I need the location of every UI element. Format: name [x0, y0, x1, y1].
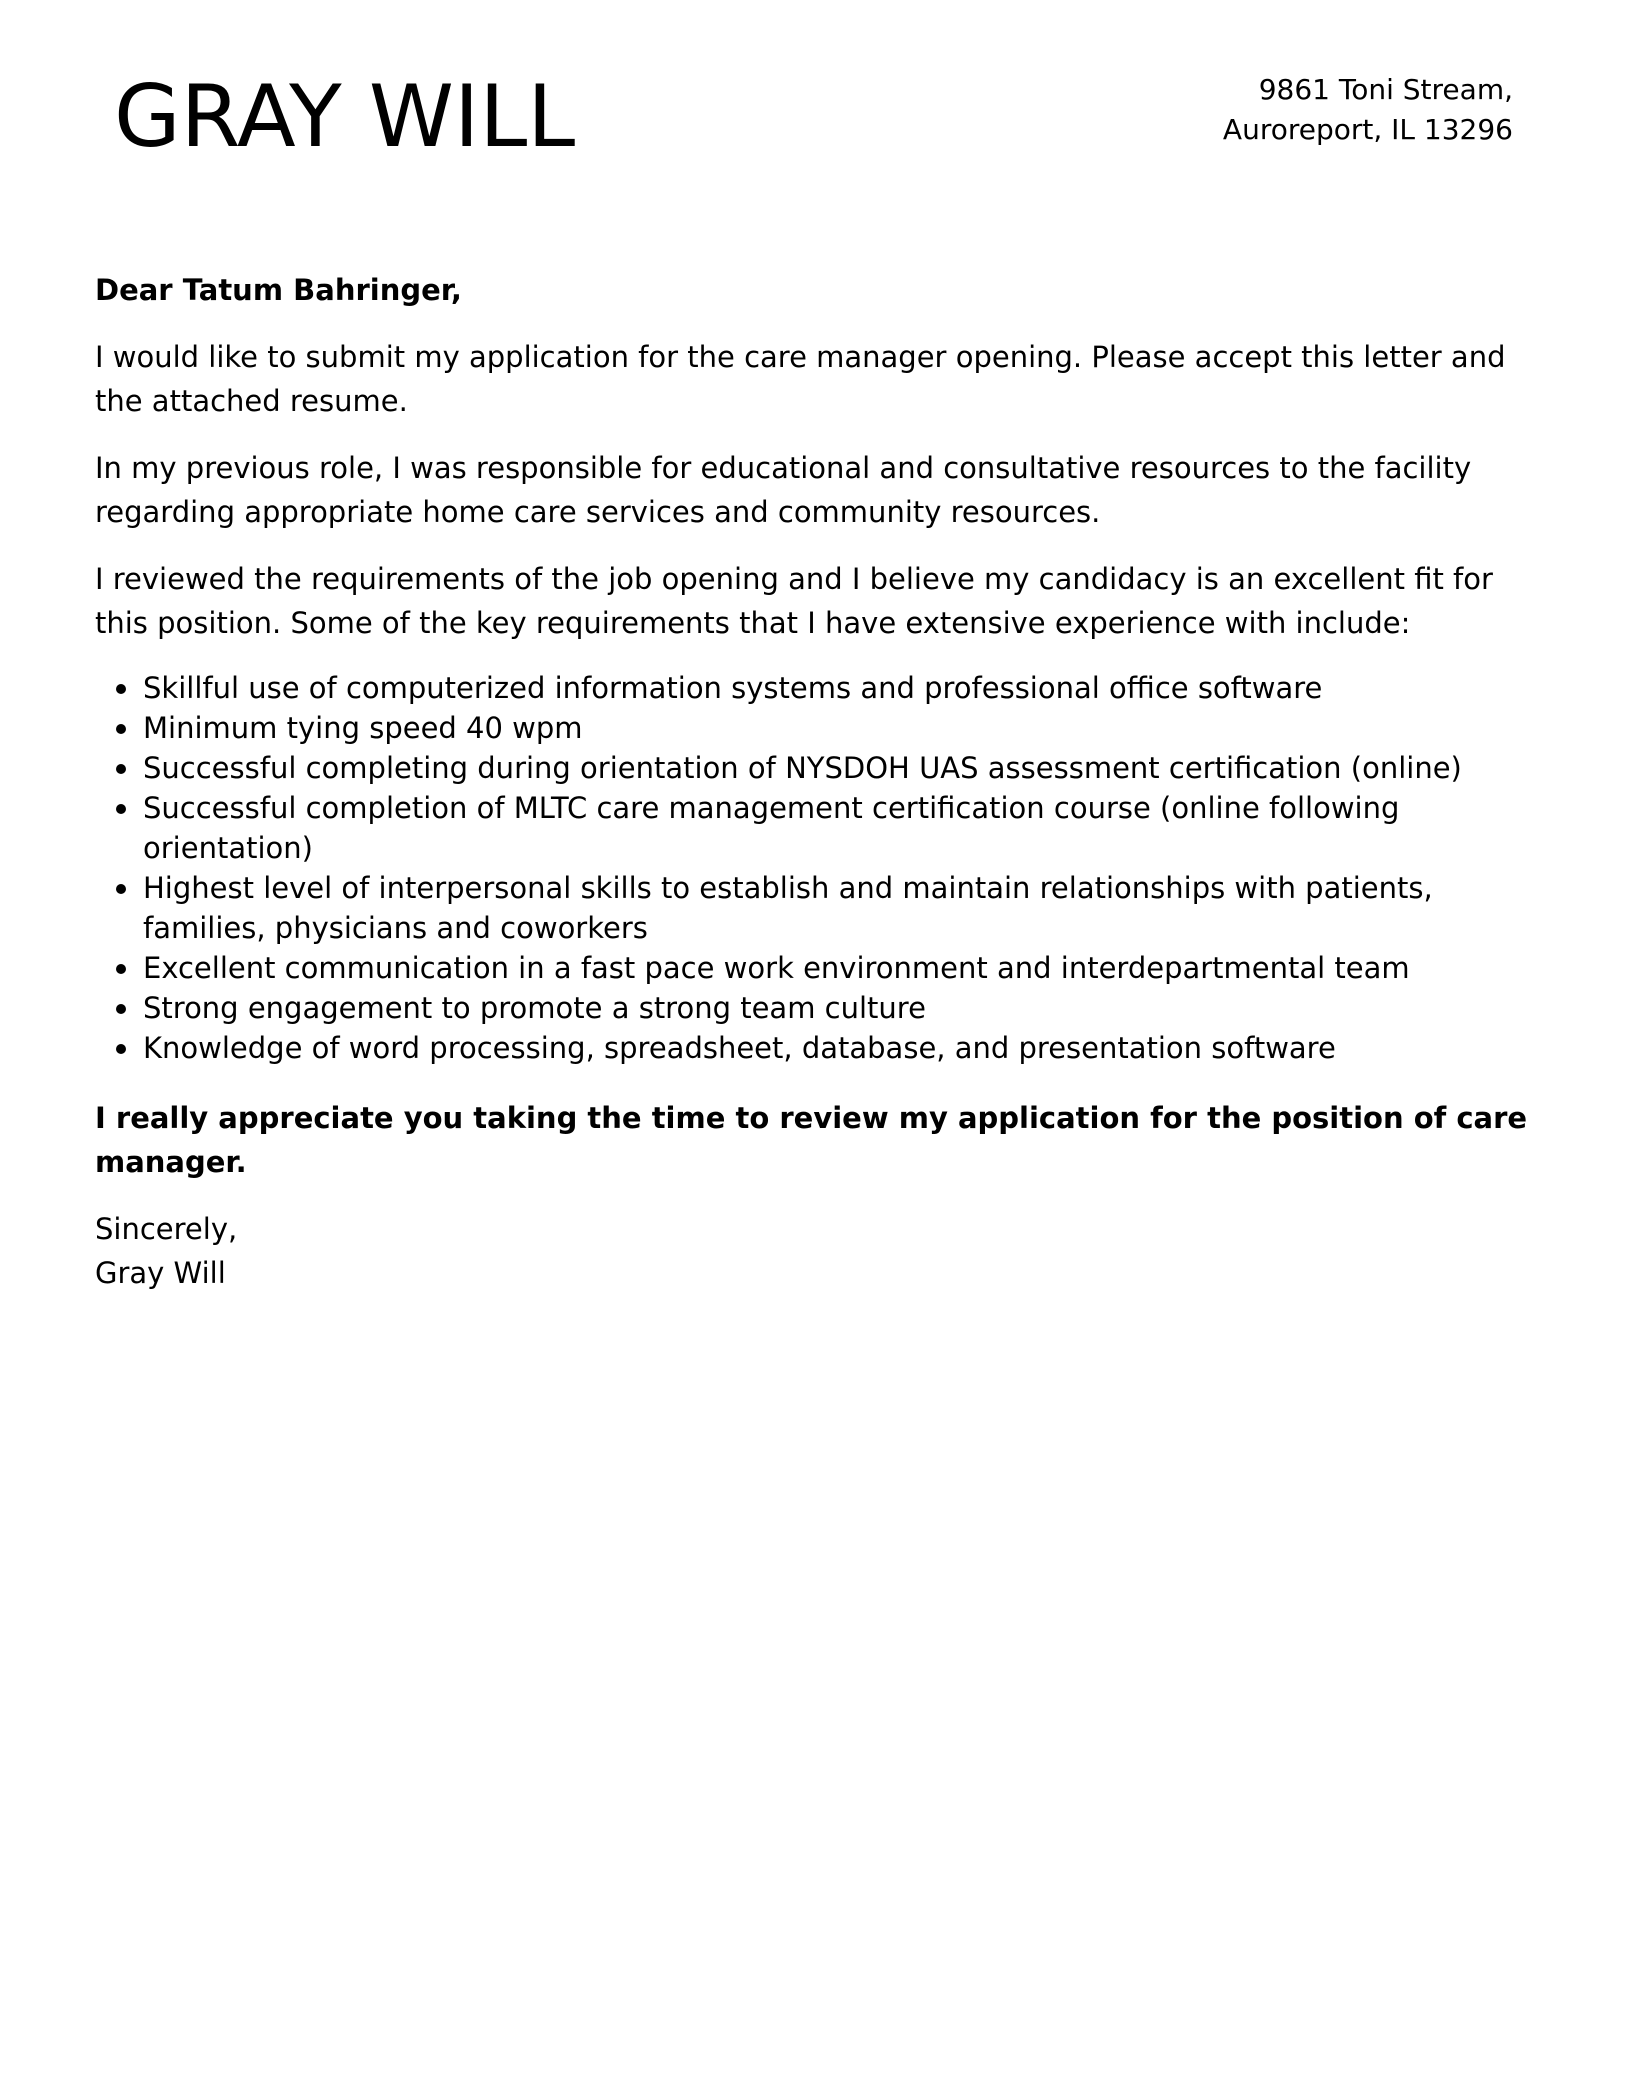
list-item: Successful completing during orientation of NYSDOH UAS assessment certification (online) [143, 748, 1555, 788]
letter-body [95, 268, 1555, 1295]
applicant-name: GRAY WILL [114, 67, 576, 167]
list-item: Skillful use of computerized information systems and professional office software [143, 668, 1555, 708]
paragraph-requirements-intro: I reviewed the requirements of the job opening and I believe my candidacy is an excellent fit for this position. Some of the key requirements that I have extensive experience with include: [95, 562, 1493, 640]
salutation: Dear Tatum Bahringer, [95, 273, 462, 307]
list-item: Excellent communication in a fast pace work environment and interdepartmental team [143, 948, 1555, 988]
signature: Gray Will [95, 1256, 226, 1290]
applicant-address [913, 70, 1513, 150]
paragraph-previous-role: In my previous role, I was responsible for educational and consultative resources to the facility regarding appropriate home care services and community resources. [95, 451, 1472, 529]
closing-statement: I really appreciate you taking the time to review my application for the position of care manager. [95, 1101, 1528, 1179]
list-item: Knowledge of word processing, spreadsheet, database, and presentation software [143, 1028, 1555, 1068]
paragraph-intro: I would like to submit my application for the care manager opening. Please accept this letter and the attached resume. [95, 340, 1506, 418]
list-item: Successful completion of MLTC care management certification course (online following orientation) [143, 788, 1555, 868]
address-line-2: Auroreport, IL 13296 [1222, 113, 1513, 146]
address-line-1: 9861 Toni Stream, [1258, 73, 1513, 106]
signoff: Sincerely, [95, 1212, 238, 1246]
list-item: Highest level of interpersonal skills to establish and maintain relationships with patients, families, physicians and coworkers [143, 868, 1555, 948]
signoff-block [95, 1207, 1555, 1295]
requirements-list [95, 668, 1555, 1068]
list-item: Strong engagement to promote a strong team culture [143, 988, 1555, 1028]
list-item: Minimum tying speed 40 wpm [143, 708, 1555, 748]
